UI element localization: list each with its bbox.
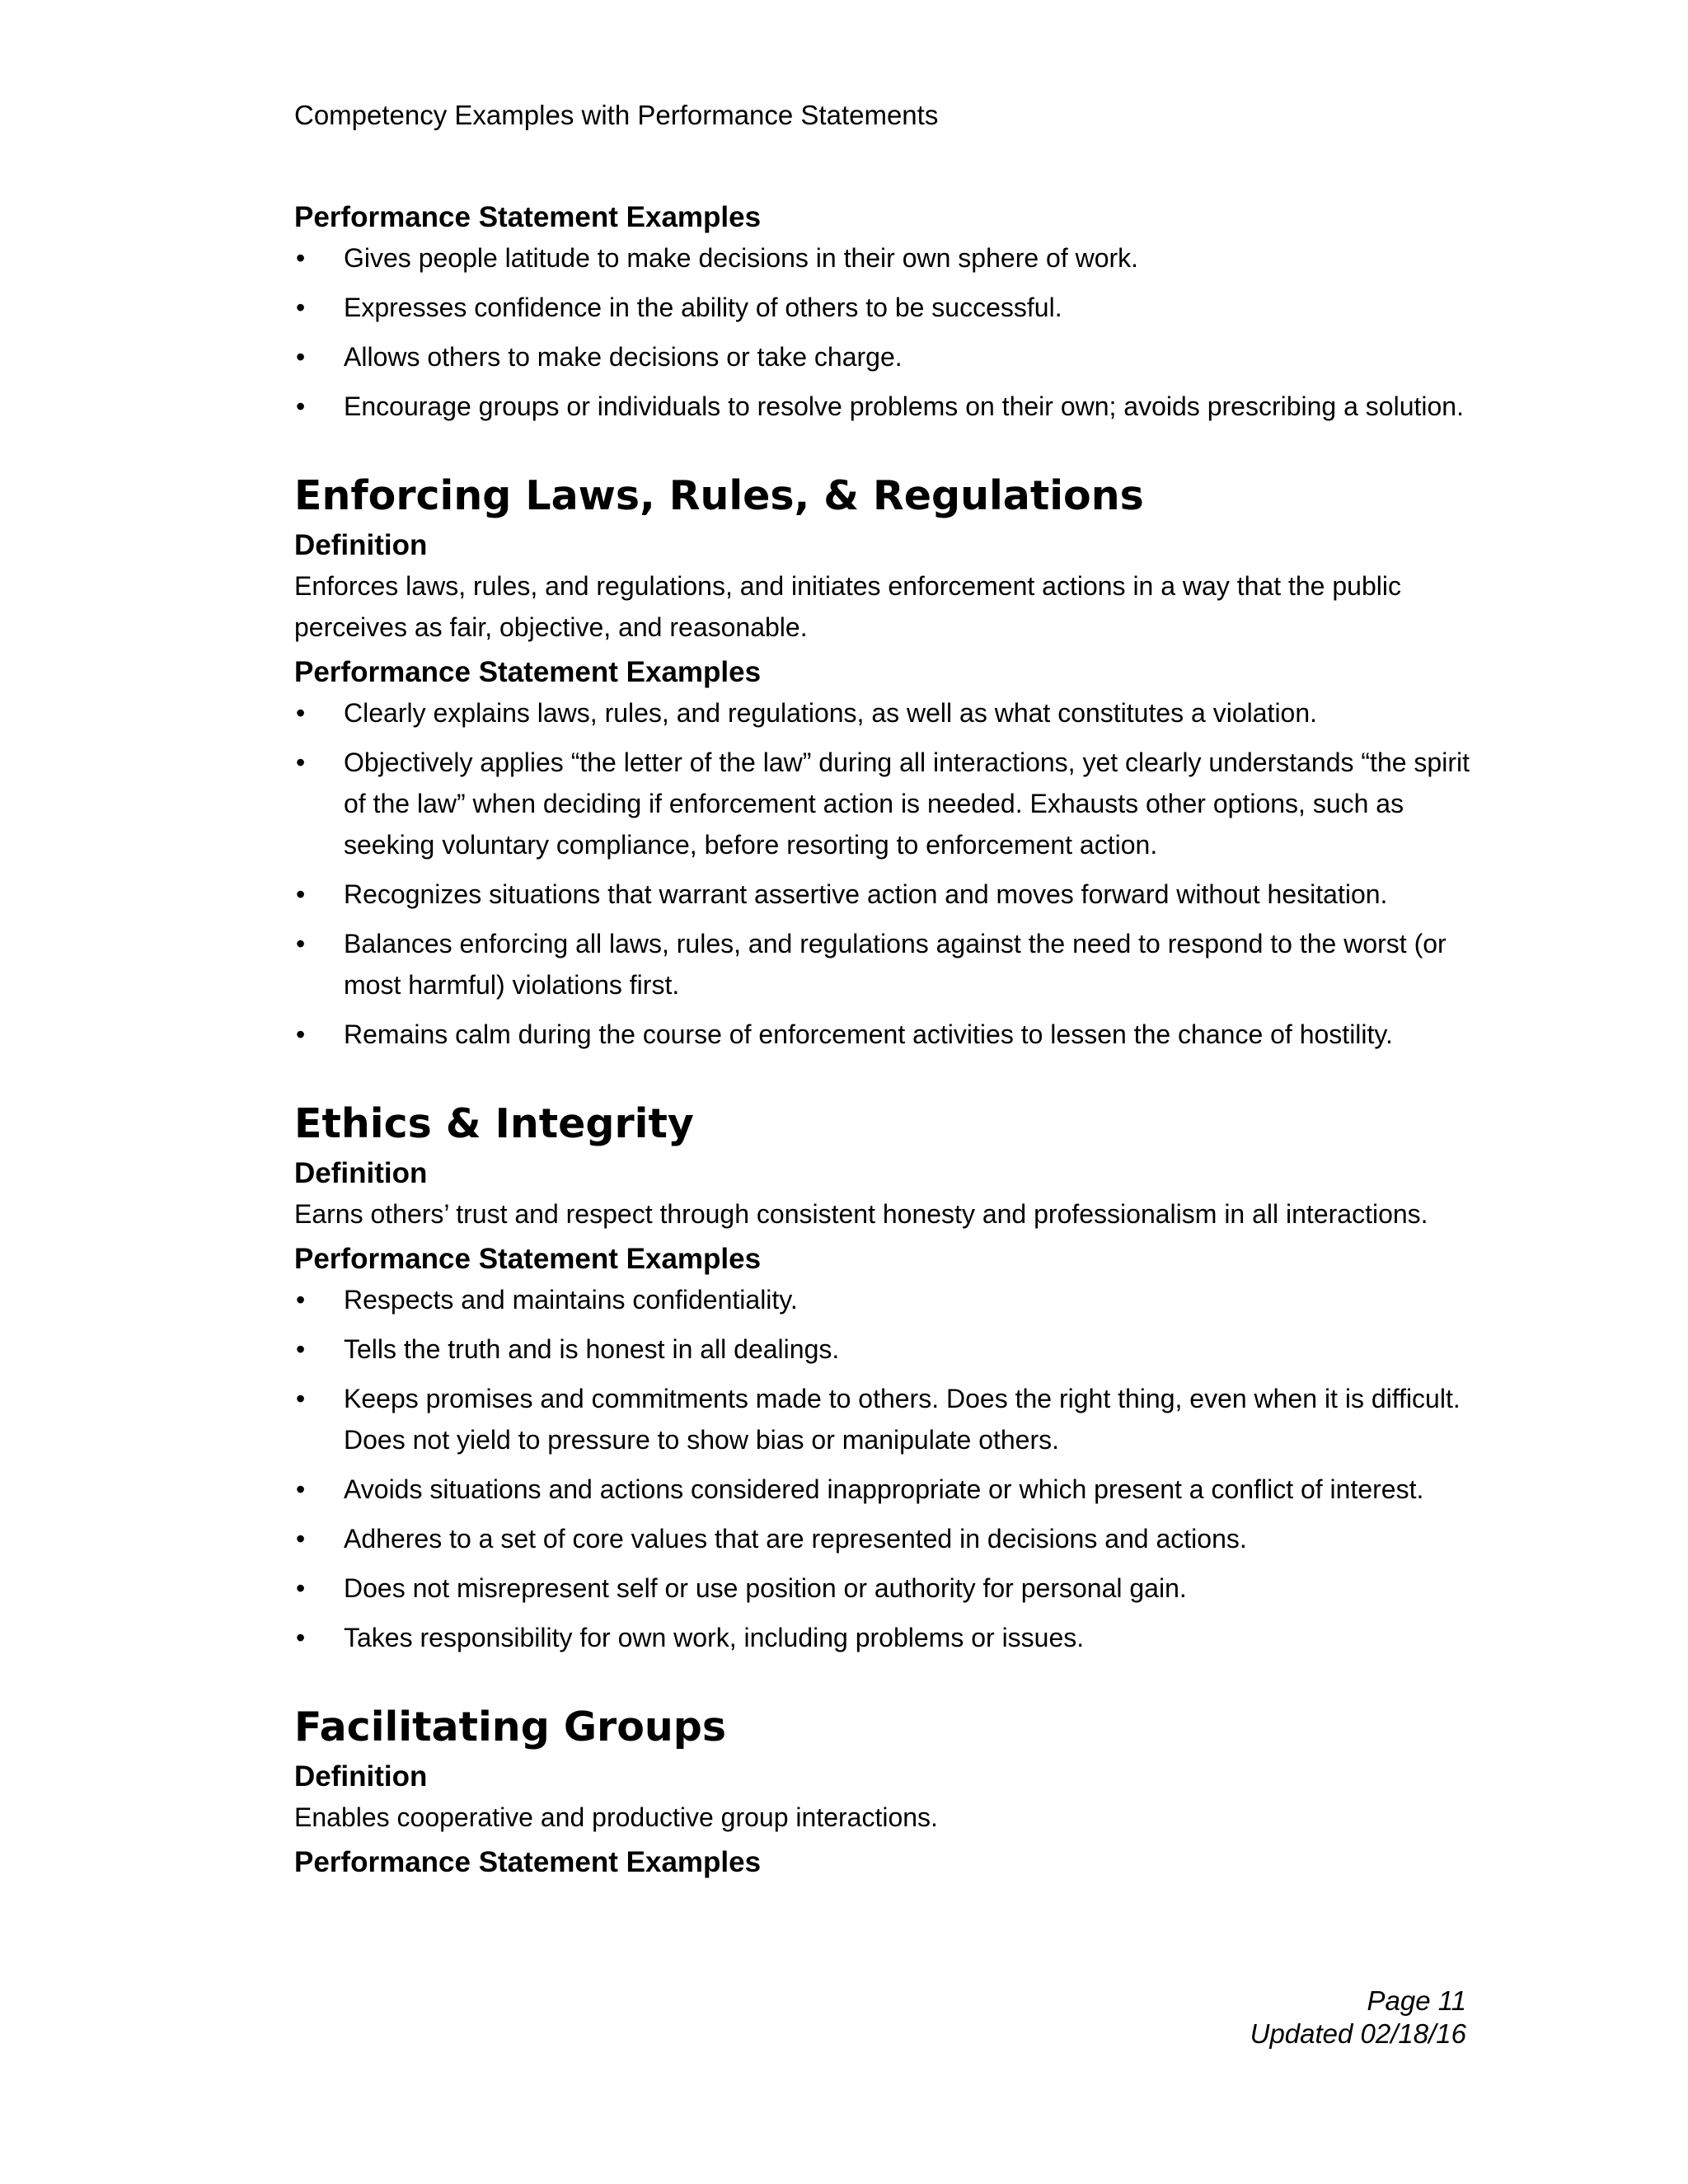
definition-text: Enforces laws, rules, and regulations, and initiates enforcement actions in a way that the public perceives as fair, objective, and reasonable. [294, 571, 1401, 642]
updated-date: Updated 02/18/16 [1250, 2018, 1466, 2049]
bullet-list [294, 1279, 1481, 1658]
list-item [294, 874, 1481, 915]
list-item-text: Keeps promises and commitments made to others. Does the right thing, even when it is difficult. Does not yield to pressure to show bias or manipulate others. [344, 1384, 1461, 1455]
list-item [294, 1518, 1481, 1559]
list-item [294, 237, 1481, 279]
bullet-icon: • [296, 748, 306, 777]
list-item-text: Encourage groups or individuals to resolve problems on their own; avoids prescribing a solution. [344, 391, 1464, 421]
bullet-icon: • [296, 698, 306, 728]
list-item [294, 1568, 1481, 1609]
list-item-text: Does not misrepresent self or use position or authority for personal gain. [344, 1573, 1187, 1603]
bullet-icon: • [296, 391, 306, 421]
list-item [294, 1469, 1481, 1510]
list-item-text: Recognizes situations that warrant assertive action and moves forward without hesitation. [344, 879, 1388, 909]
bullet-icon: • [296, 879, 306, 909]
section-title: Enforcing Laws, Rules, & Regulations [294, 472, 1144, 519]
top-examples-block [294, 198, 1481, 427]
definition-text: Enables cooperative and productive group interactions. [294, 1802, 938, 1832]
page-number: Page 11 [1367, 1985, 1466, 2016]
section-ethics-integrity [294, 1099, 1481, 1658]
bullet-icon: • [296, 342, 306, 372]
list-item [294, 692, 1481, 733]
list-item-text: Expresses confidence in the ability of others to be successful. [344, 293, 1062, 322]
list-item [294, 287, 1481, 328]
section-enforcing-laws [294, 471, 1481, 1055]
list-item-text: Adheres to a set of core values that are represented in decisions and actions. [344, 1524, 1247, 1554]
bullet-icon: • [296, 293, 306, 322]
list-item [294, 386, 1481, 427]
list-item-text: Objectively applies “the letter of the law” during all interactions, yet clearly understands “the spirit of the law” when deciding if enforcement action is needed. Exhausts other options, such as seeking voluntary compliance, before resorting to enforcement action. [344, 748, 1470, 860]
definition-label: Definition [294, 1760, 428, 1793]
bullet-list [294, 692, 1481, 1055]
bullet-icon: • [296, 1474, 306, 1504]
list-item-text: Remains calm during the course of enforcement activities to lessen the chance of hostility. [344, 1019, 1393, 1049]
bullet-icon: • [296, 1019, 306, 1049]
list-item [294, 1329, 1481, 1370]
examples-label: Performance Statement Examples [294, 201, 762, 233]
definition-text: Earns others’ trust and respect through consistent honesty and professionalism in all interactions. [294, 1199, 1428, 1229]
page-footer [1250, 1985, 1466, 2050]
list-item-text: Clearly explains laws, rules, and regulations, as well as what constitutes a violation. [344, 698, 1318, 728]
list-item [294, 923, 1481, 1005]
bullet-icon: • [296, 1384, 306, 1413]
bullet-icon: • [296, 1524, 306, 1554]
list-item [294, 1617, 1481, 1658]
list-item-text: Allows others to make decisions or take charge. [344, 342, 903, 372]
running-header: Competency Examples with Performance Statements [294, 100, 939, 130]
list-item-text: Avoids situations and actions considered inappropriate or which present a conflict of interest. [344, 1474, 1424, 1504]
list-item-text: Respects and maintains confidentiality. [344, 1285, 798, 1315]
section-title: Ethics & Integrity [294, 1100, 694, 1147]
bullet-icon: • [296, 1623, 306, 1652]
bullet-list [294, 237, 1481, 427]
bullet-icon: • [296, 1334, 306, 1364]
bullet-icon: • [296, 1573, 306, 1603]
bullet-icon: • [296, 243, 306, 273]
section-facilitating-groups [294, 1703, 1481, 1882]
list-item [294, 1014, 1481, 1055]
definition-label: Definition [294, 1157, 428, 1189]
list-item [294, 742, 1481, 865]
page-content [294, 198, 1481, 1882]
definition-label: Definition [294, 529, 428, 561]
list-item [294, 1378, 1481, 1460]
list-item [294, 1279, 1481, 1320]
list-item [294, 336, 1481, 377]
list-item-text: Balances enforcing all laws, rules, and regulations against the need to respond to the worst (or most harmful) violations first. [344, 929, 1447, 1000]
list-item-text: Tells the truth and is honest in all dealings. [344, 1334, 840, 1364]
bullet-icon: • [296, 1285, 306, 1315]
bullet-icon: • [296, 929, 306, 958]
examples-label: Performance Statement Examples [294, 656, 762, 688]
examples-label: Performance Statement Examples [294, 1243, 762, 1275]
section-title: Facilitating Groups [294, 1704, 726, 1750]
list-item-text: Takes responsibility for own work, including problems or issues. [344, 1623, 1085, 1652]
list-item-text: Gives people latitude to make decisions in their own sphere of work. [344, 243, 1139, 273]
examples-label: Performance Statement Examples [294, 1846, 762, 1878]
